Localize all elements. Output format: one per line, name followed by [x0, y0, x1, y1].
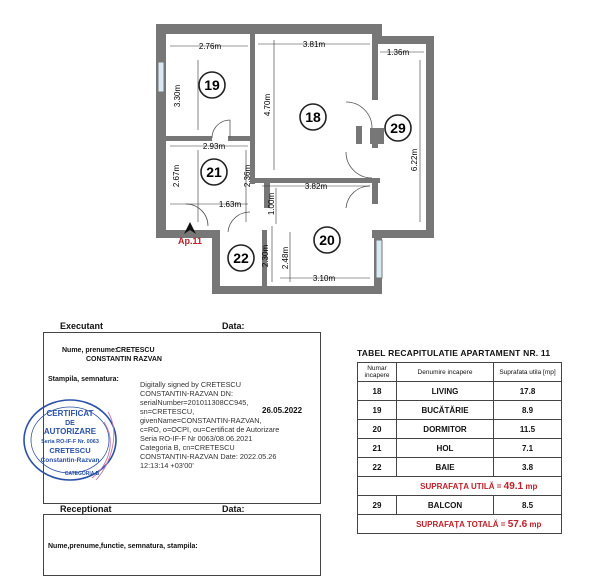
dim-room29-height: 6.22m: [410, 148, 419, 172]
table-row: [358, 458, 562, 477]
useful-area-unit: mp: [525, 481, 538, 491]
dim-room18-height: 4.70m: [263, 93, 272, 117]
dim-bath-height: 2.30m: [261, 244, 270, 268]
useful-area-label: SUPRAFAȚA UTILĂ =: [420, 481, 502, 491]
dim-hall-height: 2.67m: [172, 164, 181, 188]
row-area: 11.5: [494, 420, 562, 439]
total-area-value: 57.6: [507, 518, 528, 530]
balcony-area: 8.5: [494, 496, 562, 515]
room-19: [199, 72, 225, 98]
total-area-unit: mp: [529, 519, 542, 529]
dim-room19-width: 2.76m: [198, 42, 222, 51]
stamp-line-4: Seria RO-IF-F Nr. 0063: [41, 439, 99, 445]
executant-date-label: Data:: [222, 321, 245, 331]
table-row: [358, 401, 562, 420]
header-room-number: Numar incapere: [358, 363, 397, 382]
dim-hall-width: 2.93m: [202, 142, 226, 151]
row-area: 17.8: [494, 382, 562, 401]
row-area: 7.1: [494, 439, 562, 458]
row-num: 21: [358, 439, 397, 458]
apartment-reference: Ap.11: [178, 236, 203, 246]
balcony-num: 29: [358, 496, 397, 515]
table-row: [358, 420, 562, 439]
row-num: 18: [358, 382, 397, 401]
room-18: [300, 104, 326, 130]
receptionat-header: Receptionat: [60, 504, 112, 514]
executant-name-value: CRETESCU: [116, 347, 155, 354]
table-header-row: [358, 363, 562, 382]
room-29: [385, 115, 411, 141]
row-name: BUCĂTĂRIE: [397, 401, 494, 420]
stamp-line-3: AUTORIZARE: [43, 427, 97, 436]
signature-date: 26.05.2022: [262, 406, 303, 415]
executant-header: Executant: [60, 321, 104, 331]
stamp-line-7: CATEGORIA B: [64, 471, 100, 477]
stamp-line-2: DE: [65, 420, 75, 427]
header-room-name: Denumire incapere: [397, 363, 494, 382]
total-area-row: [358, 515, 562, 534]
svg-text:21: 21: [206, 164, 222, 180]
summary-table-title: TABEL RECAPITULATIE APARTAMENT NR. 11: [357, 348, 551, 358]
receptionat-box: [43, 514, 321, 576]
header-room-area: Suprafata utila [mp]: [494, 363, 562, 382]
stamp-line-6: Constantin-Razvan: [40, 457, 100, 464]
table-row: [358, 382, 562, 401]
stamp-line-5: CRETESCU: [49, 446, 91, 455]
useful-area-value: 49.1: [503, 480, 524, 492]
dim-room19-height: 3.30m: [173, 84, 182, 108]
row-name: LIVING: [397, 382, 494, 401]
executant-stamp-label: Stampila, semnatura:: [48, 376, 119, 383]
row-num: 20: [358, 420, 397, 439]
row-area: 8.9: [494, 401, 562, 420]
row-num: 19: [358, 401, 397, 420]
room-20: [314, 227, 340, 253]
dim-small-offset: 1.00m: [267, 192, 276, 216]
balcony-row: [358, 496, 562, 515]
row-area: 3.8: [494, 458, 562, 477]
row-num: 22: [358, 458, 397, 477]
useful-area-row: [358, 477, 562, 496]
dim-hall-partition: 2.36m: [243, 164, 252, 188]
receptionat-date-label: Data:: [222, 504, 245, 514]
balcony-name: BALCON: [397, 496, 494, 515]
table-row: [358, 439, 562, 458]
receptionat-name-label: Nume,prenume,functie, semnatura, stampila:: [48, 543, 198, 550]
dim-hall-lower-width: 1.63m: [218, 200, 242, 209]
svg-text:18: 18: [305, 109, 321, 125]
stamp-line-1: CERTIFICAT: [46, 409, 94, 418]
dim-room29-width: 1.36m: [386, 48, 410, 57]
dim-room20-height: 2.48m: [281, 246, 290, 270]
room-22: [228, 245, 254, 271]
row-name: BAIE: [397, 458, 494, 477]
dim-room20-width: 3.10m: [312, 274, 336, 283]
svg-text:19: 19: [204, 77, 220, 93]
room-21: [201, 159, 227, 185]
row-name: DORMITOR: [397, 420, 494, 439]
dim-room18-width: 3.81m: [302, 40, 326, 49]
svg-text:20: 20: [319, 232, 335, 248]
dim-corridor-width: 3.82m: [304, 182, 328, 191]
executant-name-label: Nume, prenume:: [62, 347, 118, 354]
svg-text:22: 22: [233, 250, 249, 266]
svg-text:29: 29: [390, 120, 406, 136]
executant-name-value-2: CONSTANTIN RAZVAN: [86, 356, 162, 363]
summary-table: [357, 362, 562, 534]
authorization-stamp: [12, 392, 132, 492]
total-area-label: SUPRAFAȚA TOTALĂ =: [416, 519, 506, 529]
digital-signature-text: Digitally signed by CRETESCU CONSTANTIN-RAZVAN DN: serialNumber=201011308CC945, sn=CRETESCU, givenName=CONSTANTIN-RAZVAN, c=RO, o=OCPI, ou=Certificat de Autorizare Seria RO-IF-F Nr 0063/08.06.2021 Categoria B, cn=CRETESCU CONSTANTIN-RAZVAN Date: 2022.05.26 12:13:14 +03'00': [140, 380, 280, 470]
row-name: HOL: [397, 439, 494, 458]
